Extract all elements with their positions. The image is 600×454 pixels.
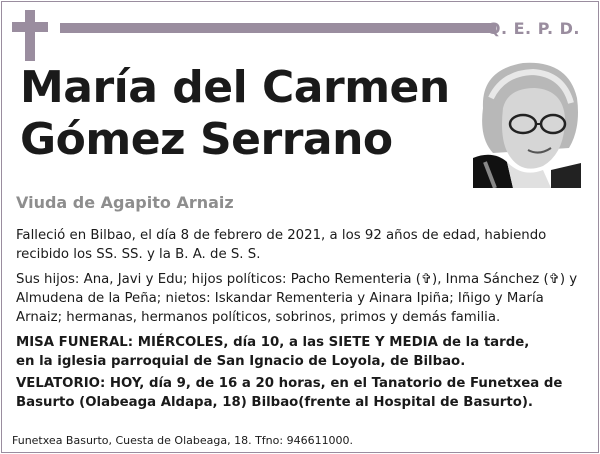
header-rule <box>60 23 496 33</box>
name-line-2: Gómez Serrano <box>20 114 393 165</box>
subtitle: Viuda de Agapito Arnaiz <box>16 193 234 212</box>
wake-paragraph: VELATORIO: HOY, día 9, de 16 a 20 horas, en el Tanatorio de Funetxea de Basurto (Olabeaga Aldapa, 18) Bilbao(frente al Hospital de Basurto). <box>16 376 563 410</box>
portrait-photo <box>473 58 581 188</box>
qepd-label: Q. E. P. D. <box>486 19 580 38</box>
footer-contact: Funetxea Basurto, Cuesta de Olabeaga, 18. Tfno: 946611000. <box>12 434 354 447</box>
name-line-1: María del Carmen <box>20 62 450 113</box>
family-paragraph: Sus hijos: Ana, Javi y Edu; hijos políticos: Pacho Rementeria (✞), Inma Sánchez (✞) y Almudena de la Peña; nietos: Iskandar Rementeria y Ainara Ipiña; Iñigo y María Arnaiz; hermanas, hermanos políticos, sobrinos, primos y demás familia. <box>16 272 578 325</box>
funeral-mass-line-2: en la iglesia parroquial de San Ignacio de Loyola, de Bilbao. <box>16 354 466 369</box>
deceased-name <box>20 62 450 166</box>
death-paragraph: Falleció en Bilbao, el día 8 de febrero de 2021, a los 92 años de edad, habiendo recibido los SS. SS. y la B. A. de S. S. <box>16 228 547 262</box>
funeral-mass-paragraph <box>16 333 586 371</box>
funeral-mass-line-1: MISA FUNERAL: MIÉRCOLES, día 10, a las SIETE Y MEDIA de la tarde, <box>16 335 530 350</box>
notice-body <box>16 226 586 418</box>
